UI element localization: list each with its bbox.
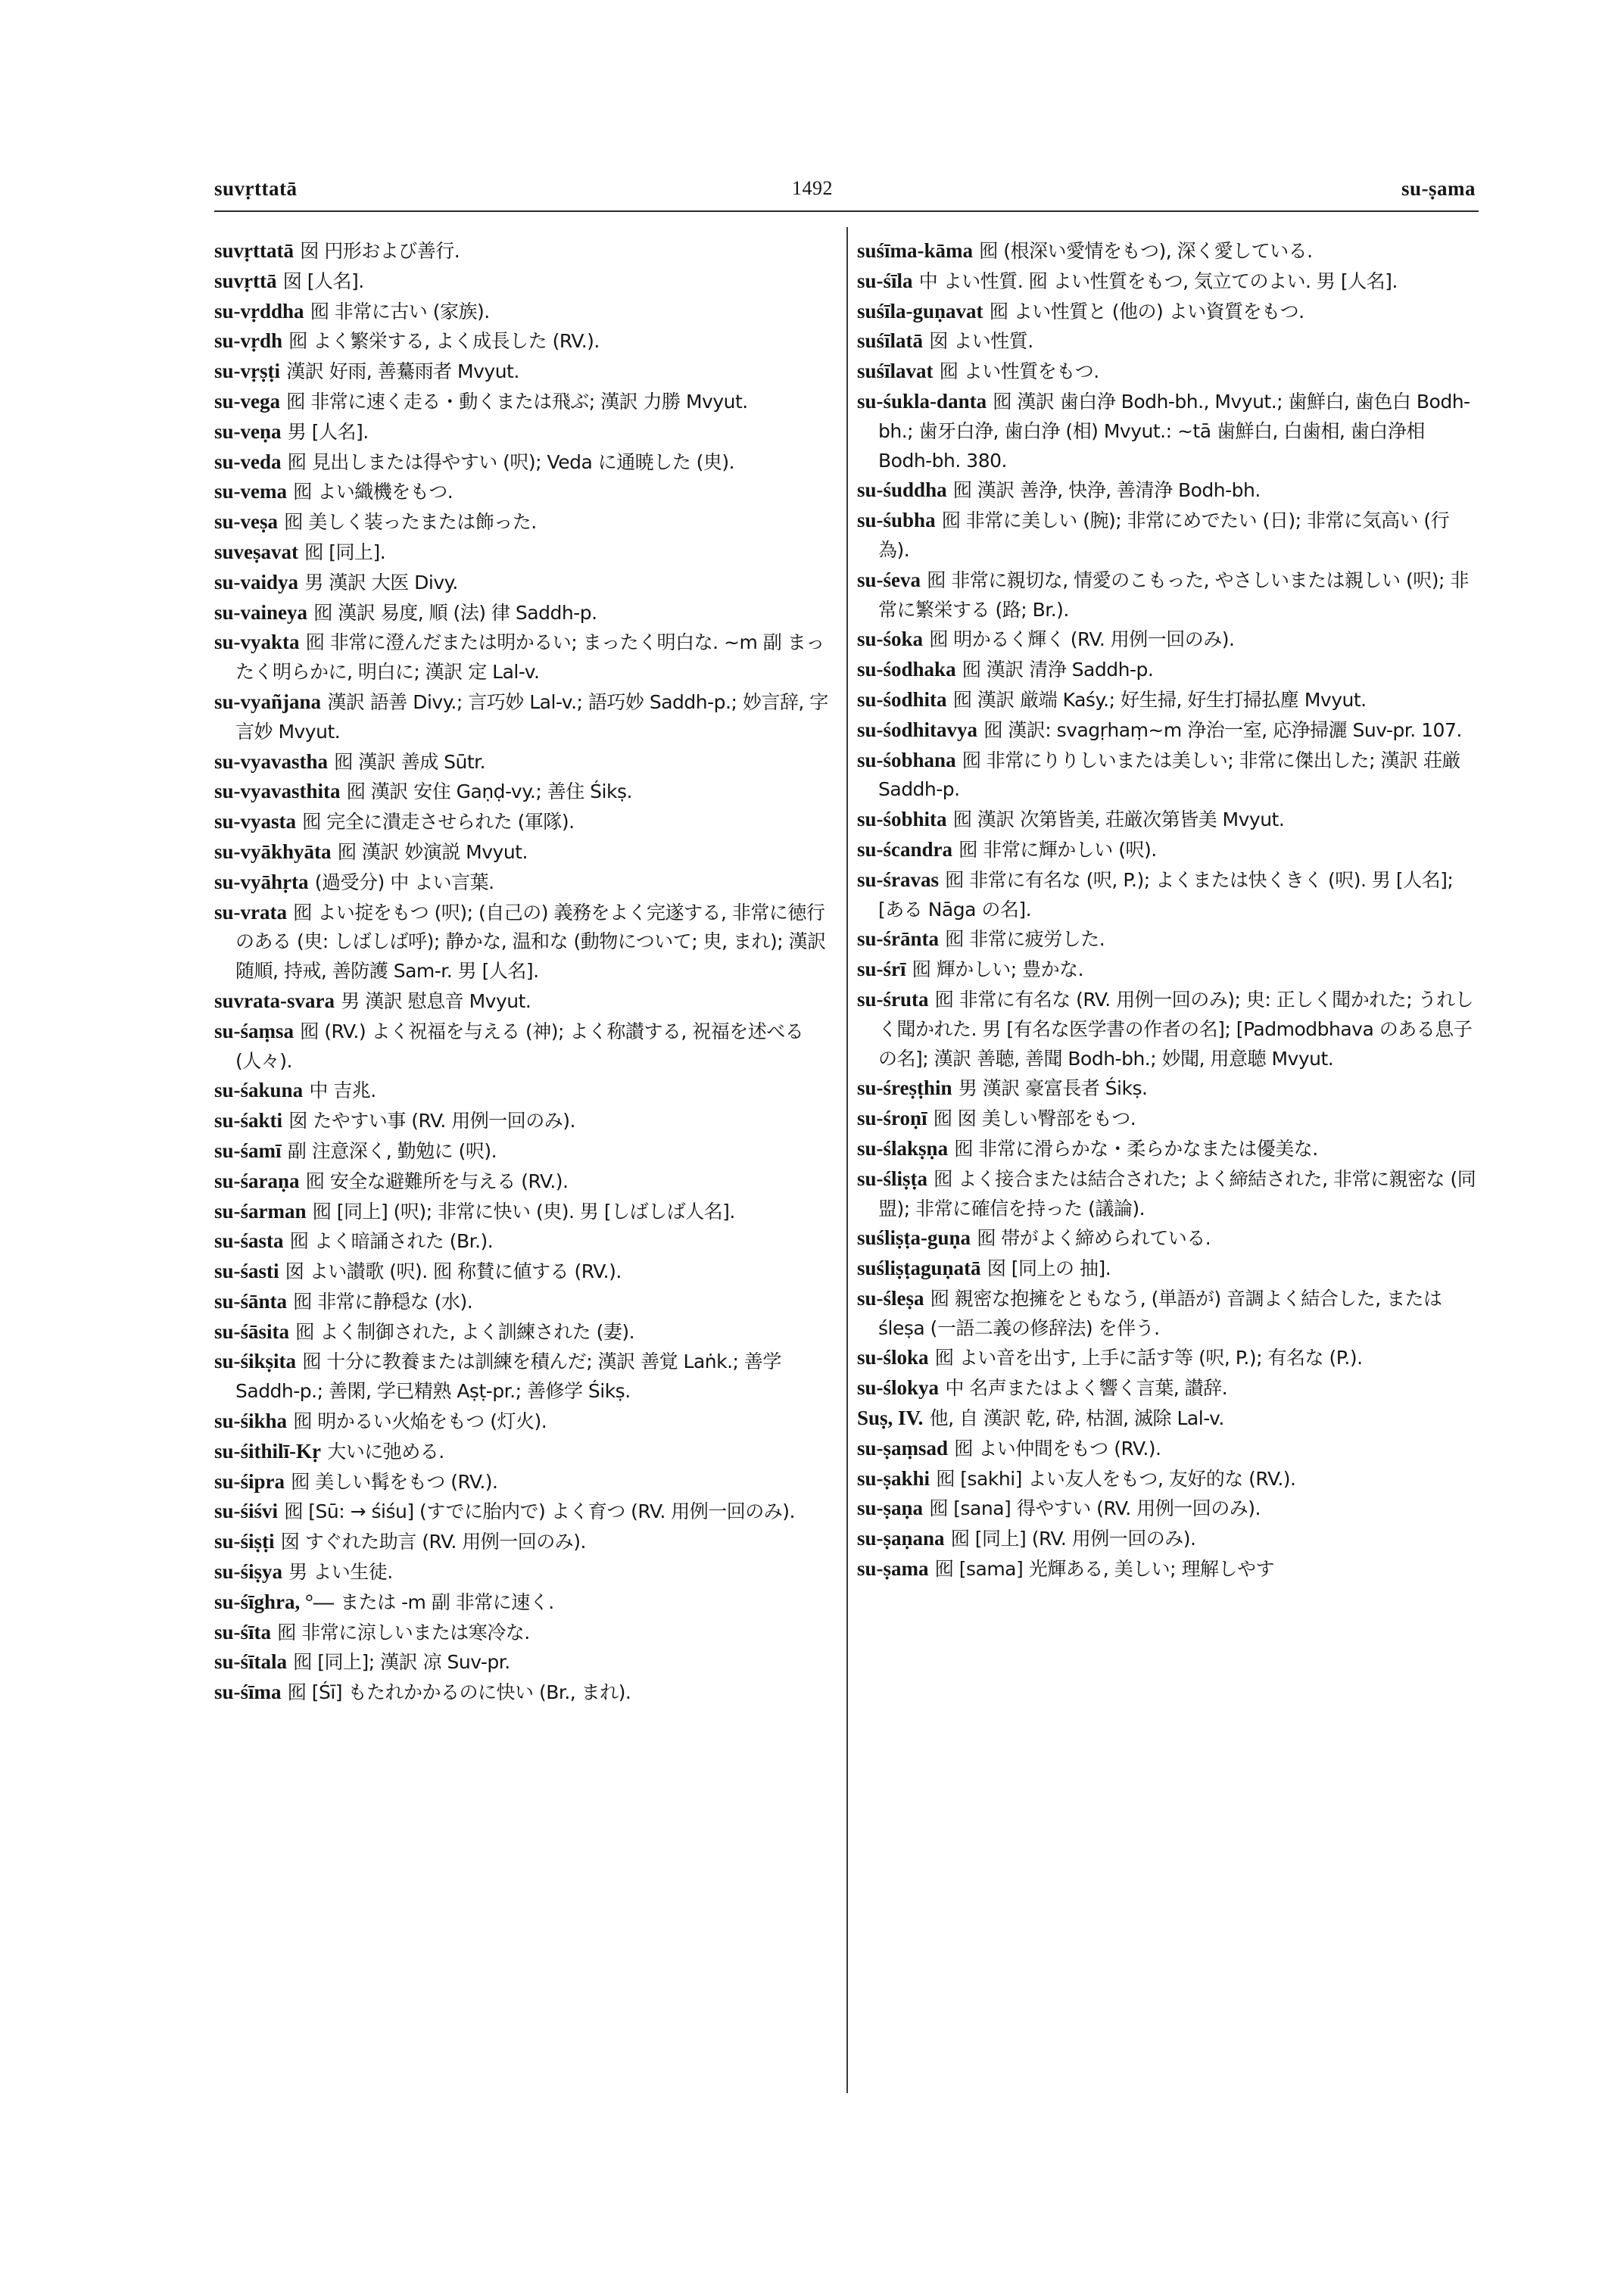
entry-headword: su-ṣaṇa bbox=[857, 1497, 924, 1520]
dictionary-entry bbox=[857, 357, 1478, 387]
dictionary-entry bbox=[214, 1467, 831, 1497]
dictionary-entry bbox=[214, 1647, 831, 1678]
entry-headword: su-śakti bbox=[214, 1109, 283, 1132]
dictionary-entry bbox=[857, 565, 1478, 625]
entry-definition: 囮 漢訳 次第皆美, 荘厳次第皆美 Mvyut. bbox=[952, 808, 1285, 831]
entry-definition: 囡 すぐれた助言 (RV. 用例一回のみ). bbox=[280, 1531, 586, 1553]
entry-headword: su-śobhana bbox=[857, 748, 956, 771]
dictionary-entry bbox=[214, 807, 831, 837]
dictionary-entry bbox=[857, 1284, 1478, 1344]
dictionary-entry bbox=[857, 1104, 1478, 1134]
entry-headword: su-śarman bbox=[214, 1199, 307, 1223]
dictionary-entry bbox=[214, 326, 831, 357]
entry-headword: su-śukla-danta bbox=[857, 389, 987, 413]
entry-definition: 囮 非常に静穏な (水). bbox=[293, 1290, 473, 1313]
entry-headword: su-śamī bbox=[214, 1139, 282, 1162]
dictionary-entry bbox=[214, 1407, 831, 1437]
dictionary-entry bbox=[214, 417, 831, 447]
entry-headword: su-śrī bbox=[857, 958, 906, 981]
entry-definition: 囮 非常に疲労した. bbox=[945, 928, 1105, 951]
entry-definition: 囡 よい讃歌 (呎). 囮 称賛に値する (RV.). bbox=[285, 1260, 622, 1283]
entry-headword: su-śakuna bbox=[214, 1079, 304, 1102]
entry-definition: 囮 [Sū: → śiśu] (すでに胎内で) よく育つ (RV. 用例一回のみ). bbox=[284, 1500, 795, 1523]
entry-headword: su-ślakṣṇa bbox=[857, 1136, 949, 1160]
entry-definition: 男 漢訳 豪富長者 Śikṣ. bbox=[958, 1077, 1148, 1100]
dictionary-entry bbox=[214, 986, 831, 1017]
entry-headword: su-śiṣya bbox=[214, 1560, 283, 1584]
entry-definition: 囮 親密な抱擁をともなう, (単語が) 音調よく結合した, または śleṣa (一語二義の修辞法) を伴う. bbox=[878, 1287, 1442, 1339]
entry-definition: 囮 非常に美しい (腕); 非常にめでたい (日); 非常に気高い (行為). bbox=[878, 509, 1450, 561]
entry-headword: su-śasta bbox=[214, 1229, 284, 1253]
entry-definition: 囡 円形および善行. bbox=[300, 240, 460, 262]
entry-definition: 漢訳 語善 Divy.; 言巧妙 Lal-v.; 語巧妙 Saddh-p.; 妙言辞, 字言妙 Mvyut. bbox=[235, 690, 828, 743]
entry-headword: su-śodhitavya bbox=[857, 718, 978, 741]
entry-definition: 囮 非常に有名な (呎, P.); よくまたは快くきく (呎). 男 [人名]; [ある Nāga の名]. bbox=[878, 868, 1454, 921]
dictionary-entry bbox=[857, 1134, 1478, 1164]
dictionary-entry bbox=[214, 1347, 831, 1407]
entry-definition: 囮 [同上] (RV. 用例一回のみ). bbox=[950, 1528, 1196, 1550]
dictionary-entry bbox=[214, 1497, 831, 1527]
dictionary-entry bbox=[214, 1257, 831, 1287]
entry-headword: suśliṣṭaguṇatā bbox=[857, 1257, 981, 1280]
entry-definition: 囮 十分に教養または訓練を積んだ; 漢訳 善覚 Laṅk.; 善学 Saddh-p.; 善閑, 学已精熟 Aṣṭ-pr.; 善修学 Śikṣ. bbox=[235, 1351, 781, 1403]
entry-definition: 漢訳 好雨, 善驀雨者 Mvyut. bbox=[286, 360, 519, 383]
page-number: 1492 bbox=[792, 177, 833, 199]
entry-headword: suśīlavat bbox=[857, 360, 934, 383]
entry-definition: 囮 よく制御された, よく訓練された (妻). bbox=[295, 1320, 635, 1343]
entry-headword: su-śasti bbox=[214, 1260, 279, 1283]
dictionary-entry bbox=[214, 568, 831, 598]
entry-headword: su-vyāhṛta bbox=[214, 870, 309, 893]
entry-definition: 囡 [人名]. bbox=[282, 269, 364, 292]
dictionary-entry bbox=[857, 805, 1478, 835]
dictionary-entry bbox=[214, 1557, 831, 1587]
entry-headword: suvṛttā bbox=[214, 269, 277, 292]
entry-headword: su-śubha bbox=[857, 509, 936, 532]
dictionary-entry bbox=[857, 1164, 1478, 1224]
entry-definition: 囮 [sana] 得やすい (RV. 用例一回のみ). bbox=[929, 1497, 1261, 1520]
dictionary-entry bbox=[857, 625, 1478, 655]
dictionary-entry bbox=[214, 598, 831, 628]
entry-headword: su-vyasta bbox=[214, 810, 297, 833]
entry-headword: su-śroṇī bbox=[857, 1107, 927, 1130]
entry-definition: 囮 よい性質をもつ. bbox=[939, 360, 1099, 383]
entry-definition: 囮 [同上] (呎); 非常に快い (㬰). 男 [しばしば人名]. bbox=[312, 1200, 735, 1223]
column-divider bbox=[846, 227, 848, 2093]
entry-headword: su-veṇa bbox=[214, 419, 282, 443]
entry-headword: Suṣ, IV. bbox=[857, 1407, 924, 1430]
entry-headword: suśliṣṭa-guṇa bbox=[857, 1226, 971, 1250]
entry-definition: 囮 (根深い愛情をもつ), 深く愛している. bbox=[979, 240, 1313, 262]
dictionary-entry bbox=[857, 985, 1478, 1073]
dictionary-entry bbox=[857, 835, 1478, 865]
entry-definition: (過受分) 中 よい言葉. bbox=[314, 871, 494, 893]
dictionary-entry bbox=[214, 1017, 831, 1076]
header-rule bbox=[214, 210, 1479, 212]
dictionary-entry bbox=[857, 1464, 1478, 1494]
dictionary-entry bbox=[857, 865, 1478, 925]
entry-headword: su-śodhaka bbox=[857, 658, 956, 681]
entry-headword: su-śleṣa bbox=[857, 1286, 924, 1310]
entry-definition: 他, 自 漢訳 乾, 砕, 枯涸, 滅除 Lal-v. bbox=[929, 1407, 1224, 1430]
dictionary-entry bbox=[857, 1223, 1478, 1254]
entry-definition: 囮 漢訳: svagṛhaṃ~m 浄治一室, 応浄掃灑 Suv-pr. 107. bbox=[983, 718, 1462, 741]
entry-definition: 中 よい性質. 囮 よい性質をもつ, 気立てのよい. 男 [人名]. bbox=[918, 269, 1398, 292]
dictionary-entry bbox=[214, 1317, 831, 1347]
entry-definition: 男 [人名]. bbox=[287, 420, 369, 443]
entry-definition: 囮 見出しまたは得やすい (呎); Veda に通暁した (㬰). bbox=[287, 450, 735, 473]
entry-definition: 囮 よく繁栄する, よく成長した (RV.). bbox=[288, 330, 600, 353]
entry-definition: 囮 帯がよく締められている. bbox=[977, 1227, 1211, 1250]
entry-headword: su-ścandra bbox=[857, 837, 953, 861]
entry-headword: suvrata-svara bbox=[214, 989, 335, 1012]
entry-headword: su-śīma bbox=[214, 1681, 282, 1704]
dictionary-entry bbox=[214, 387, 831, 417]
entry-headword: su-śloka bbox=[857, 1346, 929, 1369]
dictionary-entry bbox=[214, 1136, 831, 1167]
entry-definition: 囮 安全な避難所を与える (RV.). bbox=[305, 1170, 569, 1192]
entry-definition: 囮 非常に澄んだまたは明かるい; まったく明白な. ~m 副 まったく明らかに, 明白に; 漢訳 定 Lal-v. bbox=[235, 631, 824, 684]
running-head-left: suvṛttatā bbox=[214, 177, 298, 200]
dictionary-entry bbox=[857, 1494, 1478, 1524]
entry-definition: 囡 [同上の 抽]. bbox=[987, 1257, 1111, 1280]
entry-headword: su-veda bbox=[214, 450, 282, 473]
dictionary-entry bbox=[214, 297, 831, 327]
entry-headword: su-śīla bbox=[857, 269, 913, 292]
dictionary-entry bbox=[214, 1226, 831, 1257]
dictionary-entry bbox=[214, 537, 831, 568]
dictionary-entry bbox=[214, 628, 831, 687]
entry-headword: su-śithilī-Kṛ bbox=[214, 1439, 322, 1463]
dictionary-entry bbox=[857, 506, 1478, 565]
entry-definition: 囮 美しい髯をもつ (RV.). bbox=[291, 1470, 498, 1493]
dictionary-entry bbox=[857, 1254, 1478, 1284]
entry-definition: または -m 副 非常に速く. bbox=[340, 1590, 554, 1613]
entry-definition: 囮 非常に輝かしい (呎). bbox=[959, 838, 1157, 861]
entry-definition: 囡 たやすい事 (RV. 用例一回のみ). bbox=[288, 1110, 575, 1132]
dictionary-entry bbox=[857, 236, 1478, 266]
entry-definition: 囮 美しく装ったまたは飾った. bbox=[284, 511, 537, 534]
dictionary-entry bbox=[214, 837, 831, 868]
entry-definition: 囮 漢訳 易度, 順 (法) 律 Saddh-p. bbox=[313, 601, 597, 624]
dictionary-entry bbox=[857, 1554, 1478, 1584]
entry-definition: 囮 非常に親切な, 情愛のこもった, やさしいまたは親しい (呎); 非常に繁栄する (路; Br.). bbox=[878, 569, 1469, 621]
entry-headword: su-śaraṇa bbox=[214, 1169, 300, 1192]
entry-headword: su-śiśvi bbox=[214, 1500, 279, 1523]
dictionary-entry bbox=[214, 1106, 831, 1136]
entry-headword: su-ṣaṃsad bbox=[857, 1436, 949, 1460]
entry-headword: su-vega bbox=[214, 389, 280, 413]
entry-headword: suśīlatā bbox=[857, 329, 924, 353]
entry-definition: 副 注意深く, 勤勉に (呎). bbox=[287, 1139, 497, 1162]
entry-definition: 囮 囡 美しい臀部をもつ. bbox=[933, 1108, 1136, 1130]
entry-headword: su-vyākhyāta bbox=[214, 840, 332, 863]
entry-headword: su-ślokya bbox=[857, 1376, 940, 1400]
entry-definition: 囮 漢訳 清浄 Saddh-p. bbox=[962, 659, 1154, 681]
dictionary-entry bbox=[214, 1167, 831, 1197]
entry-headword: su-vaineya bbox=[214, 600, 308, 624]
dictionary-entry bbox=[214, 868, 831, 898]
entry-headword: su-vṛddha bbox=[214, 299, 304, 322]
entry-definition: 囮 漢訳 安住 Gaṇḍ-vy.; 善住 Śikṣ. bbox=[346, 780, 632, 803]
entry-definition: 囮 [sama] 光輝ある, 美しい; 理解しやす bbox=[934, 1558, 1274, 1581]
entry-headword: su-śānta bbox=[214, 1289, 288, 1313]
entry-definition: 囮 非常に有名な (RV. 用例一回のみ); 㬰: 正しく聞かれた; うれしく聞かれた. 男 [有名な医学書の作者の名]; [Padmodbhava のある息子の名]; 漢訳 善聴, 善聞 Bodh-bh.; 妙聞, 用意聴 Mvyut. bbox=[878, 988, 1474, 1070]
entry-definition: 囮 よい性質と (他の) よい資質をもつ. bbox=[989, 300, 1304, 322]
entry-headword: su-śruta bbox=[857, 987, 929, 1011]
entry-definition: 囮 非常に涼しいまたは寒冷な. bbox=[277, 1621, 530, 1643]
dictionary-entry bbox=[857, 1343, 1478, 1373]
dictionary-entry bbox=[857, 685, 1478, 715]
dictionary-entry bbox=[214, 266, 831, 297]
entry-headword: su-śīta bbox=[214, 1620, 272, 1643]
entry-headword: suśīma-kāma bbox=[857, 239, 974, 262]
entry-headword: su-śliṣṭa bbox=[857, 1167, 928, 1190]
entry-definition: 大いに弛める. bbox=[327, 1440, 444, 1463]
dictionary-entry bbox=[214, 777, 831, 807]
dictionary-entry bbox=[857, 1073, 1478, 1104]
dictionary-entry bbox=[857, 955, 1478, 985]
entry-definition: 中 吉兆. bbox=[309, 1080, 376, 1102]
entry-headword: su-śreṣṭhin bbox=[857, 1076, 952, 1100]
left-column bbox=[214, 236, 831, 1708]
entry-headword: su-śuddha bbox=[857, 478, 947, 502]
entry-definition: 囮 [Śī] もたれかかるのに快い (Br., まれ). bbox=[287, 1681, 631, 1704]
dictionary-entry bbox=[214, 236, 831, 266]
entry-definition: 囮 漢訳 妙演説 Mvyut. bbox=[337, 840, 528, 863]
entry-definition: 囮 [同上]. bbox=[304, 541, 386, 563]
entry-headword: su-vyavastha bbox=[214, 749, 329, 773]
entry-headword: su-veṣa bbox=[214, 510, 279, 534]
entry-definition: 囮 漢訳 歯白浄 Bodh-bh., Mvyut.; 歯鮮白, 歯色白 Bodh-bh.; 歯牙白浄, 歯白浄 (相) Mvyut.: ~tā 歯鮮白, 白歯相, 歯白浄相 Bodh-bh. 380. bbox=[878, 390, 1470, 472]
entry-headword: su-ṣaṇana bbox=[857, 1527, 945, 1550]
entry-headword: su-vema bbox=[214, 480, 287, 503]
dictionary-entry bbox=[857, 266, 1478, 297]
entry-headword: suveṣavat bbox=[214, 540, 299, 563]
dictionary-entry bbox=[214, 1437, 831, 1467]
entry-definition: 囮 非常に古い (家族). bbox=[310, 300, 490, 322]
entry-definition: 囮 よい織機をもつ. bbox=[293, 481, 454, 503]
entry-definition: 囮 よい掟をもつ (呎); (自己の) 義務をよく完遂する, 非常に徳行のある (㬰: しばしば呼); 静かな, 温和な (動物について; 㬰, まれ); 漢訳 随順, 持戒, 善防護 Sam-r. 男 [人名]. bbox=[235, 901, 826, 983]
dictionary-entry bbox=[857, 655, 1478, 685]
entry-definition: 男 漢訳 大医 Divy. bbox=[304, 571, 458, 594]
entry-headword: su-ṣama bbox=[857, 1557, 929, 1581]
dictionary-entry bbox=[857, 387, 1478, 475]
entry-definition: 中 名声またはよく響く言葉, 讃辞. bbox=[945, 1377, 1228, 1400]
entry-definition: 囮 非常にりりしいまたは美しい; 非常に傑出した; 漢訳 荘厳 Saddh-p. bbox=[878, 749, 1460, 801]
entry-headword: su-śaṃsa bbox=[214, 1019, 295, 1042]
entry-headword: su-śodhita bbox=[857, 687, 947, 711]
dictionary-entry bbox=[857, 475, 1478, 506]
dictionary-entry bbox=[214, 357, 831, 387]
entry-headword: su-vyavasthita bbox=[214, 780, 341, 803]
entry-definition: 囮 よく暗誦された (Br.). bbox=[289, 1230, 494, 1253]
dictionary-entry bbox=[214, 1197, 831, 1227]
entry-headword: suvṛttatā bbox=[214, 239, 294, 262]
entry-definition: 囮 明かるい火焔をもつ (灯火). bbox=[293, 1410, 547, 1433]
entry-headword: su-śītala bbox=[214, 1650, 288, 1674]
entry-definition: 囮 よく接合または結合された; よく締結された, 非常に親密な (同盟); 非常に確信を持った (議論). bbox=[878, 1167, 1476, 1220]
dictionary-entry bbox=[214, 898, 831, 986]
dictionary-entry bbox=[857, 1524, 1478, 1554]
entry-definition: 囮 よい音を出す, 上手に話す等 (呎, P.); 有名な (P.). bbox=[934, 1347, 1363, 1369]
entry-definition: 囮 漢訳 善浄, 快浄, 善清浄 Bodh-bh. bbox=[952, 479, 1261, 502]
dictionary-entry bbox=[214, 1678, 831, 1708]
dictionary-entry bbox=[857, 746, 1478, 805]
entry-headword: su-vaidya bbox=[214, 570, 299, 594]
entry-definition: 囮 よい仲間をもつ (RV.). bbox=[954, 1437, 1161, 1460]
running-head-right: su-ṣama bbox=[1401, 177, 1476, 200]
dictionary-entry bbox=[857, 297, 1478, 327]
dictionary-entry bbox=[214, 477, 831, 507]
entry-headword: su-śobhita bbox=[857, 808, 947, 831]
entry-definition: 囮 [同上]; 漢訳 凉 Suv-pr. bbox=[293, 1651, 510, 1674]
dictionary-entry bbox=[214, 1076, 831, 1106]
dictionary-entry bbox=[857, 715, 1478, 746]
dictionary-entry bbox=[214, 1527, 831, 1557]
entry-definition: 囮 非常に滑らかな・柔らかなまたは優美な. bbox=[954, 1137, 1318, 1160]
entry-headword: su-vrata bbox=[214, 900, 287, 924]
entry-headword: su-śikṣita bbox=[214, 1350, 297, 1373]
dictionary-entry bbox=[857, 924, 1478, 955]
entry-headword: su-śeva bbox=[857, 568, 921, 591]
dictionary-entry bbox=[857, 1434, 1478, 1464]
entry-headword: su-śravas bbox=[857, 868, 940, 891]
entry-headword: su-śīghra, °— bbox=[214, 1590, 334, 1613]
dictionary-entry bbox=[214, 1618, 831, 1648]
entry-definition: 囡 よい性質. bbox=[929, 330, 1033, 353]
entry-headword: su-śāsita bbox=[214, 1319, 290, 1343]
dictionary-entry bbox=[857, 326, 1478, 357]
dictionary-entry bbox=[857, 1404, 1478, 1434]
dictionary-entry bbox=[857, 1373, 1478, 1404]
entry-headword: su-ṣakhi bbox=[857, 1466, 930, 1490]
dictionary-entry bbox=[214, 1587, 831, 1618]
entry-definition: 男 漢訳 慰息音 Mvyut. bbox=[341, 989, 531, 1012]
dictionary-entry bbox=[214, 687, 831, 747]
entry-headword: su-śoka bbox=[857, 628, 924, 651]
entry-definition: 男 よい生徒. bbox=[288, 1561, 393, 1584]
entry-headword: su-vyakta bbox=[214, 631, 300, 654]
right-column bbox=[857, 236, 1478, 1584]
dictionary-entry bbox=[214, 747, 831, 777]
entry-definition: 囮 (RV.) よく祝福を与える (神); よく称讃する, 祝福を述べる (人々). bbox=[235, 1020, 804, 1072]
entry-definition: 囮 [sakhi] よい友人をもつ, 友好的な (RV.). bbox=[936, 1467, 1296, 1490]
entry-definition: 囮 非常に速く走る・動くまたは飛ぶ; 漢訳 力勝 Mvyut. bbox=[286, 390, 748, 413]
dictionary-entry bbox=[214, 1287, 831, 1317]
entry-definition: 囮 完全に潰走させられた (軍隊). bbox=[302, 811, 575, 833]
entry-headword: su-śipra bbox=[214, 1469, 285, 1493]
entry-headword: su-vṛdh bbox=[214, 329, 283, 353]
dictionary-entry bbox=[214, 447, 831, 478]
entry-headword: su-śrānta bbox=[857, 927, 940, 951]
entry-definition: 囮 漢訳 善成 Sūtr. bbox=[334, 750, 486, 773]
entry-definition: 囮 明かるく輝く (RV. 用例一回のみ). bbox=[929, 628, 1235, 651]
entry-definition: 囮 輝かしい; 豊かな. bbox=[912, 958, 1084, 981]
entry-headword: su-śikha bbox=[214, 1410, 288, 1433]
entry-headword: su-śiṣṭi bbox=[214, 1530, 275, 1553]
entry-headword: su-vyañjana bbox=[214, 690, 322, 713]
entry-definition: 囮 漢訳 厳端 Kaśy.; 好生掃, 好生打掃払塵 Mvyut. bbox=[952, 688, 1367, 711]
entry-headword: su-vṛṣṭi bbox=[214, 360, 280, 383]
dictionary-entry bbox=[214, 507, 831, 537]
entry-headword: suśīla-guṇavat bbox=[857, 299, 983, 322]
